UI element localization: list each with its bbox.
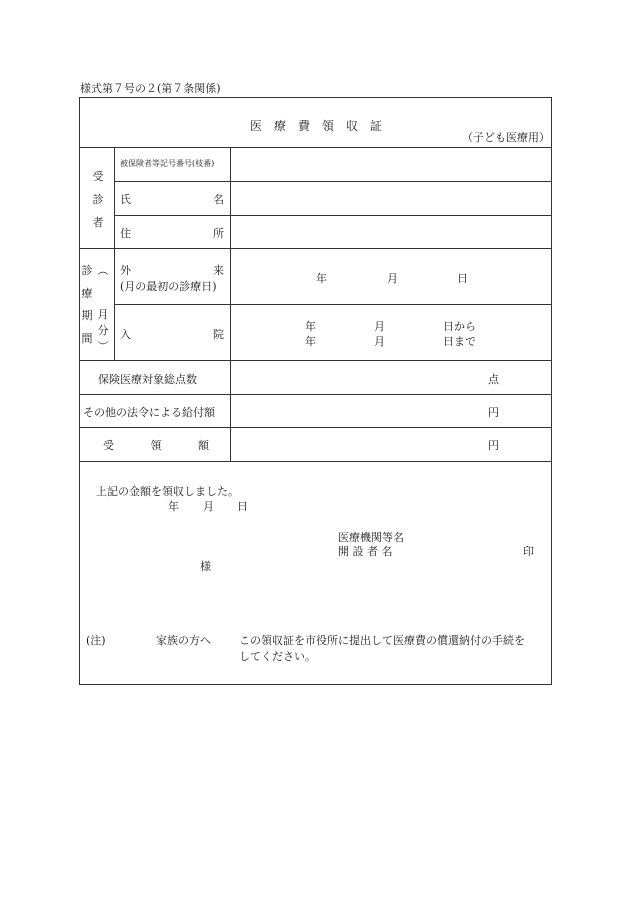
divider-outpatient [114,304,552,305]
divider-other [79,427,552,428]
receipt-amount-field[interactable] [232,429,550,459]
other-benefit-unit: 円 [488,406,499,419]
address-label: 住 所 [120,227,224,240]
other-benefit-field[interactable] [232,396,550,425]
divider-period [79,360,552,361]
outpatient-label: 外 来 [120,264,224,277]
inpatient-label: 入 院 [120,328,224,341]
seal-mark: 印 [523,545,534,558]
note-label: (注) [86,634,106,647]
outpatient-day: 日 [457,272,468,285]
receipt-amount-label: 受 領 額 [103,439,209,452]
points-unit: 点 [488,373,499,386]
founder-name-label: 開 設 者 名 [338,545,393,558]
divider-label-column [230,147,231,461]
divider-name [114,215,552,216]
form-number: 様式第７号の２(第７条関係) [80,82,221,95]
honorific-sama: 様 [200,560,211,573]
issue-year: 年 [168,500,179,513]
inpatient-to-day: 日まで [443,335,476,348]
document-title: 医 療 費 領 収 証 [250,119,383,133]
insurance-number-label: 被保険者等記号番号(枝番) [120,159,215,168]
institution-name-label: 医療機関等名 [338,531,404,544]
divider-patient [79,248,552,249]
inpatient-from-day: 日から [443,320,476,333]
issue-day: 日 [237,500,248,513]
other-benefit-label: その他の法令による給付額 [83,406,215,419]
outpatient-month: 月 [387,272,398,285]
name-field[interactable] [232,183,550,213]
divider-insurance [114,181,552,182]
inpatient-from-month: 月 [374,320,385,333]
note-line-2: してください。 [239,650,316,663]
inpatient-to-year: 年 [305,335,316,348]
note-recipient: 家族の方へ [156,634,211,647]
patient-group-label: 受 診 者 [92,170,104,229]
month-parenthetical-label: ︵ 月 分 ︶ [97,264,109,353]
inpatient-to-month: 月 [374,335,385,348]
points-label: 保険医療対象総点数 [98,373,197,386]
divider-title [79,147,552,148]
outpatient-year: 年 [316,272,327,285]
outpatient-sub-label: (月の最初の診療日) [120,280,217,293]
period-group-label: 診 療 期 間 [81,264,93,345]
issue-month: 月 [203,500,214,513]
receipt-amount-unit: 円 [488,439,499,452]
address-field[interactable] [232,217,550,246]
note-line-1: この領収証を市役所に提出して医療費の償還納付の手続を [239,634,525,647]
inpatient-from-year: 年 [305,320,316,333]
document-subtitle: （子ども医療用） [462,131,550,144]
points-field[interactable] [232,362,550,392]
insurance-number-field[interactable] [232,150,550,179]
divider-points [79,394,552,395]
divider-receipt [79,461,552,462]
name-label: 氏 名 [120,193,224,206]
received-statement: 上記の金額を領収しました。 [96,485,239,498]
divider-group-column [114,147,115,360]
